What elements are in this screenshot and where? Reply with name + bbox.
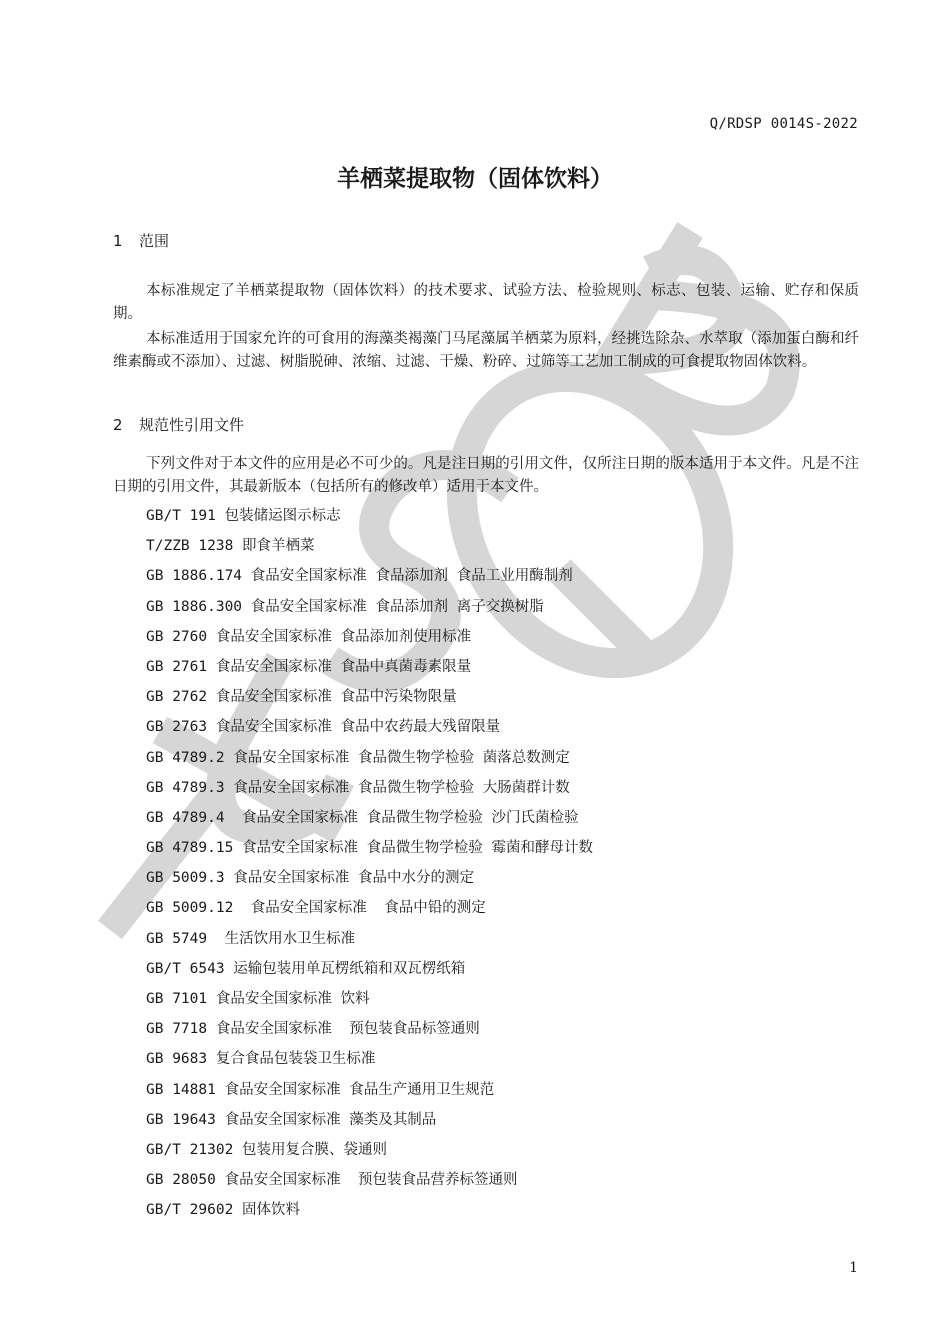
reference-item: GB/T 29602 固体饮料 [146, 1202, 301, 1219]
reference-item: GB 4789.15 食品安全国家标准 食品微生物学检验 霉菌和酵母计数 [146, 840, 593, 857]
reference-item: GB 4789.4 食品安全国家标准 食品微生物学检验 沙门氏菌检验 [146, 809, 579, 826]
reference-item: GB 28050 食品安全国家标准 预包装食品营养标签通则 [146, 1172, 518, 1189]
references-intro-paragraph: 下列文件对于本文件的应用是必不可少的。凡是注日期的引用文件，仅所注日期的版本适用于本文件。凡是不注日期的引用文件，其最新版本（包括所有的修改单）适用于本文件。 [113, 456, 859, 495]
reference-item: GB 19643 食品安全国家标准 藻类及其制品 [146, 1111, 437, 1128]
section-title: 范围 [139, 232, 170, 250]
reference-item: GB/T 21302 包装用复合膜、袋通则 [146, 1141, 388, 1158]
section-title: 规范性引用文件 [139, 416, 245, 434]
scope-paragraph-1: 本标准规定了羊栖菜提取物（固体饮料）的技术要求、试验方法、检验规则、标志、包装、运输、贮存和保质期。 [113, 283, 859, 322]
reference-item: GB 5009.3 食品安全国家标准 食品中水分的测定 [146, 870, 475, 887]
reference-item: GB/T 6543 运输包装用单瓦楞纸箱和双瓦楞纸箱 [146, 960, 466, 977]
section-2-heading [113, 414, 244, 435]
reference-item: GB 2760 食品安全国家标准 食品添加剂使用标准 [146, 628, 472, 645]
reference-item: GB 2761 食品安全国家标准 食品中真菌毒素限量 [146, 658, 472, 675]
reference-item: GB 2762 食品安全国家标准 食品中污染物限量 [146, 689, 457, 706]
section-number: 2 [113, 416, 123, 434]
reference-item: GB 7101 食品安全国家标准 饮料 [146, 991, 370, 1007]
document-title: 羊栖菜提取物（固体饮料） [337, 166, 613, 192]
scope-paragraph-2: 本标准适用于国家允许的可食用的海藻类褐藻门马尾藻属羊栖菜为原料，经挑选除杂、水萃取（添加蛋白酶和纤维素酶或不添加）、过滤、树脂脱砷、浓缩、过滤、干燥、粉碎、过筛等工艺加工制成的可食提取物固体饮料。 [113, 331, 859, 370]
reference-item: GB 4789.2 食品安全国家标准 食品微生物学检验 菌落总数测定 [146, 749, 570, 766]
reference-list [146, 504, 593, 1229]
section-1-heading [113, 230, 169, 251]
reference-item: GB 4789.3 食品安全国家标准 食品微生物学检验 大肠菌群计数 [146, 779, 570, 796]
reference-item: GB 2763 食品安全国家标准 食品中农药最大残留限量 [146, 719, 501, 736]
reference-item: GB 9683 复合食品包装袋卫生标准 [146, 1051, 376, 1068]
page-number: 1 [849, 1260, 858, 1276]
reference-item: GB/T 191 包装储运图示标志 [146, 508, 341, 524]
reference-item: GB 7718 食品安全国家标准 预包装食品标签通则 [146, 1021, 480, 1038]
reference-item: GB 5009.12 食品安全国家标准 食品中铅的测定 [146, 900, 486, 917]
reference-item: GB 1886.300 食品安全国家标准 食品添加剂 离子交换树脂 [146, 598, 544, 615]
reference-item: GB 14881 食品安全国家标准 食品生产通用卫生规范 [146, 1081, 495, 1098]
section-number: 1 [113, 232, 123, 250]
reference-item: GB 1886.174 食品安全国家标准 食品添加剂 食品工业用酶制剂 [146, 568, 573, 585]
reference-item: GB 5749 生活饮用水卫生标准 [146, 930, 356, 947]
document-code: Q/RDSP 0014S-2022 [709, 116, 858, 132]
reference-item: T/ZZB 1238 即食羊栖菜 [146, 538, 315, 555]
